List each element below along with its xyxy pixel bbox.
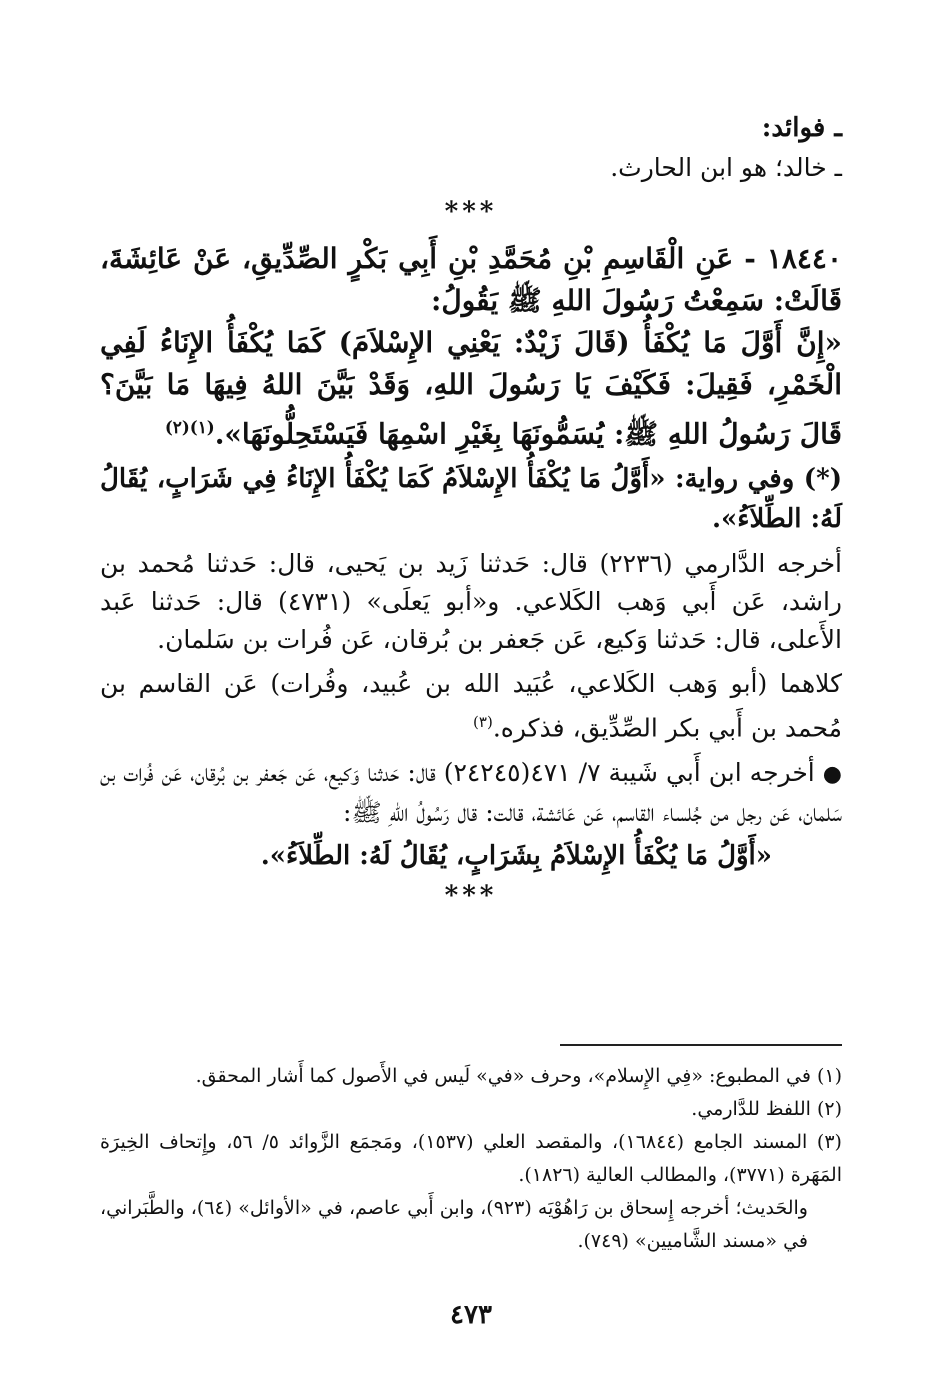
- footnote-divider: [560, 1044, 842, 1046]
- hadith-number: ١٨٤٤٠: [766, 242, 843, 275]
- footnote-ref-1: (١): [189, 417, 215, 437]
- stars-separator-top: ***: [444, 197, 498, 227]
- footnote-1: (١) في المطبوع: «فِي الإِسلام»، وحرف «في» لَيس في الأَصول كما أَشار المحقق.: [195, 1065, 842, 1087]
- hadith-matn-text: «إِنَّ أَوَّلَ مَا يُكْفَأُ (قَالَ زَيْدٌ: يَعْنِي الإِسْلاَمَ) كَمَا يُكْفَأُ الإِنَاءُ لَفِي الْخَمْرِ، فَقِيلَ: فَكَيْفَ يَا رَسُولَ اللهِ، وَقَدْ بَيَّنَ اللهُ فِيهَا مَا بَيَّنَ؟ قَالَ رَسُولُ اللهِ ﷺ: يُسَمُّونَهَا بِغَيْرِ اسْمِهَا فَيَسْتَحِلُّونَهَا».: [100, 326, 842, 451]
- footnote-3: (٣) المسند الجامع (١٦٨٤٤)، والمقصد العلي (١٥٣٧)، ومَجمَع الزَّوائد ٥/ ٥٦، وإِتحاف الخِيرَة المَهَرة (٣٧٧١)، والمطالب العالية (١٨٢٦).: [100, 1131, 842, 1186]
- bullet-icon: ●: [822, 761, 843, 787]
- hadith-matn-2: «أَوَّلُ مَا يُكْفَأُ الإِسْلاَمُ بِشَرَابٍ، يُقَالُ لَهُ: الطِّلاَءُ».: [260, 840, 772, 871]
- riwaya-line: (*) وفي رواية: «أَوَّلُ مَا يُكْفَأُ الإِسْلاَمُ كَمَا يُكْفَأُ الإِنَاءُ فِي شَرَابٍ، يُقَالُ لَهُ: الطِّلاَءُ».: [100, 464, 842, 535]
- footnote-ref-2: (٢): [164, 417, 190, 437]
- hadith-intro: [100, 238, 842, 322]
- page-number: ٤٧٣: [450, 1300, 492, 1330]
- hadith-matn: [100, 322, 842, 455]
- footnotes: [100, 1060, 842, 1258]
- footnote-3-continuation: والحَديث؛ أخرجه إِسحاق بن رَاهُوْيَه (٩٢٣)، وابن أَبي عاصم، في «الأوائل» (٦٤)، والطَّبَراني، في «مسند الشَّاميين» (٧٤٩).: [100, 1197, 808, 1252]
- takhrij-paragraph-3: [100, 754, 842, 832]
- takhrij-paragraph-2-text: كلاهما (أبو وَهب الكَلاعي، عُبَيد الله بن عُبيد، وفُرات) عَن القاسم بن مُحمد بن أَبي بكر الصِّدِّيق، فذكره.: [100, 669, 842, 743]
- note-line: ـ خالد؛ هو ابن الحارث.: [610, 153, 842, 182]
- takhrij-paragraph-3-text: أخرجه ابن أَبي شَيبة ٧/ ٤٧١(٢٤٢٤٥) قال: حَدثنا وَكيع، عَن جَعفر بن بُرقان، عَن فُرات بن سَلمان، عَن رجل من جُلساء القاسم، عَن عَائشة، قالت: قال رَسُولُ اللهِ ﷺ:: [100, 757, 842, 827]
- footnote-2: (٢) اللفظ للدَّارمي.: [691, 1098, 842, 1120]
- page-body: [100, 108, 842, 916]
- footnote-ref-3: (٣): [473, 713, 493, 732]
- takhrij-paragraph-2: [100, 665, 842, 747]
- section-heading: ـ فوائد:: [761, 113, 842, 143]
- hadith-isnad: - عَنِ الْقَاسِمِ بْنِ مُحَمَّدِ بْنِ أَبِي بَكْرٍ الصِّدِّيقِ، عَنْ عَائِشَةَ، قَالَتْ: سَمِعْتُ رَسُولَ اللهِ ﷺ يَقُولُ:: [100, 242, 842, 317]
- stars-separator-bottom: ***: [444, 880, 498, 911]
- takhrij-paragraph-1: أخرجه الدَّارمي (٢٢٣٦) قال: حَدثنا زَيد بن يَحيى، قال: حَدثنا مُحمد بن راشد، عَن أَبي وَهب الكَلاعي. و«أبو يَعلَى» (٤٧٣١) قال: حَدثنا عَبد الأَعلى، قال: حَدثنا وَكيع، عَن جَعفر بن بُرقان، عَن فُرات بن سَلمان.: [100, 549, 842, 655]
